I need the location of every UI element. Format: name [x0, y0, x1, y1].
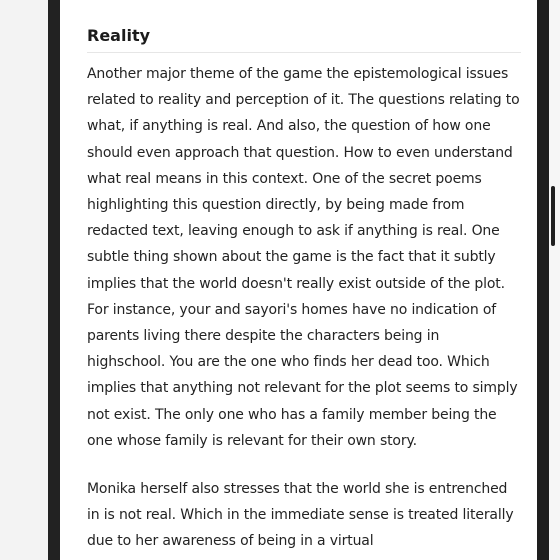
paragraph-reality: Another major theme of the game the epistemological issues related to reality and perception of it. The questions relating to what, if anything is real. And also, the question of how one should even approach that question. How to even understand what real means in this context. One of the secret poems highlighting this question directly, by being made from redacted text, leaving enough to ask if anything is real. One subtle thing shown about the game is the fact that it subtly implies that the world doesn't really exist outside of the plot. For instance, your and sayori's homes have no indication of parents living there despite the characters being in highschool. You are the one who finds her dead too. Which implies that anything not relevant for the plot seems to simply not exist. The only one who has a family member being the one whose family is relevant for their own story.: [87, 66, 520, 449]
left-margin: [0, 0, 48, 560]
scrollbar-thumb[interactable]: [551, 186, 555, 246]
section-heading: Reality: [87, 18, 521, 53]
article-section: [87, 18, 521, 555]
scrollbar-track[interactable]: [549, 0, 560, 560]
article-content: [60, 0, 537, 560]
left-border-bar: [48, 0, 60, 560]
paragraph-monika: Monika herself also stresses that the world she is entrenched in is not real. Which in the immediate sense is treated literally due to her awareness of being in a virtual: [87, 481, 514, 550]
right-border-bar: [537, 0, 549, 560]
